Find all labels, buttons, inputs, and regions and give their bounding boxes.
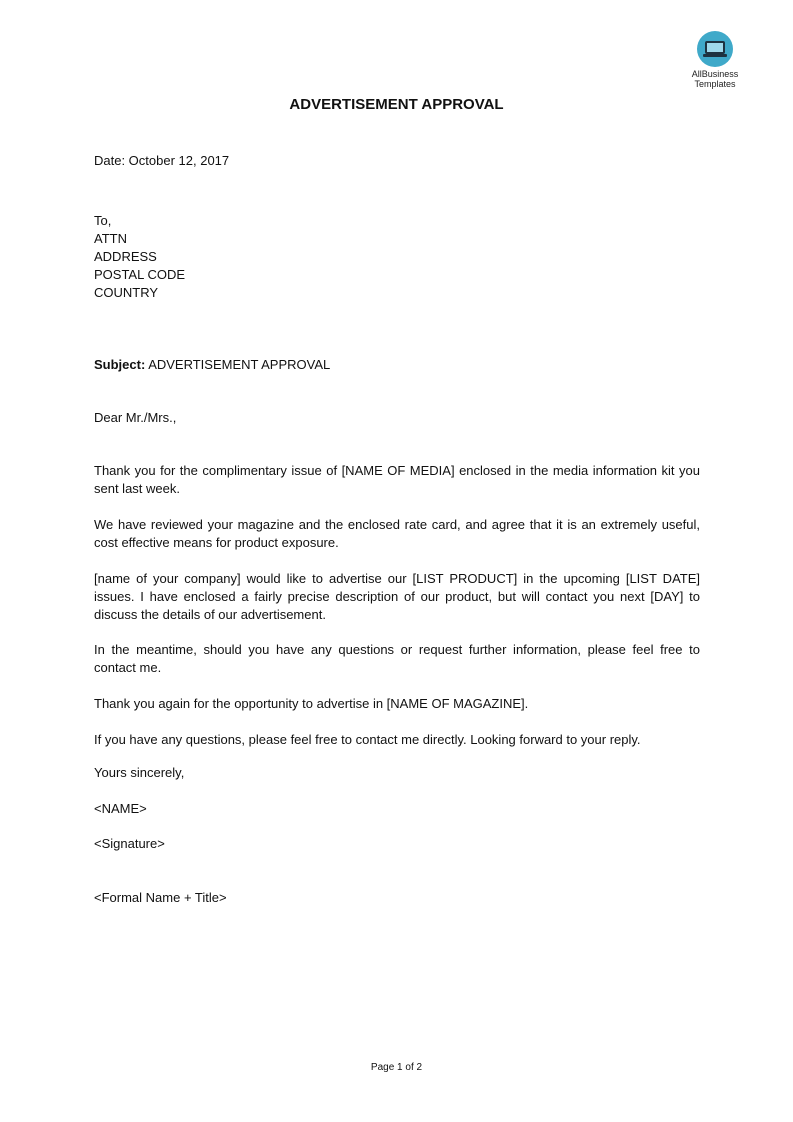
page-number: Page 1 of 2 bbox=[370, 1062, 423, 1073]
body-paragraph-3: [name of your company] would like to advertise our [LIST PRODUCT] in the upcoming [LIST DATE] issues. I have enclosed a fairly precise description of our product, but will contact you next [DAY] to discuss the details of our advertisement. bbox=[94, 571, 700, 622]
signature-placeholder: <Signature> bbox=[94, 836, 165, 851]
subject-label: Subject: bbox=[94, 357, 146, 372]
logo-text bbox=[684, 69, 746, 89]
address-country: COUNTRY bbox=[94, 285, 159, 300]
logo-line-1: AllBusiness bbox=[691, 69, 739, 79]
address-street: ADDRESS bbox=[94, 249, 157, 264]
body-paragraph-5: Thank you again for the opportunity to advertise in [NAME OF MAGAZINE]. bbox=[94, 696, 529, 711]
laptop-icon bbox=[697, 31, 733, 67]
subject-line bbox=[94, 357, 330, 372]
date-line: Date: October 12, 2017 bbox=[94, 153, 230, 168]
subject-text: ADVERTISEMENT APPROVAL bbox=[145, 357, 331, 372]
body-paragraph-6: If you have any questions, please feel free to contact me directly. Looking forward to your reply. bbox=[94, 732, 641, 747]
body-paragraph-2: We have reviewed your magazine and the enclosed rate card, and agree that it is an extremely useful, cost effective means for product exposure. bbox=[94, 517, 700, 550]
formal-name-title: <Formal Name + Title> bbox=[94, 890, 227, 905]
document-title: ADVERTISEMENT APPROVAL bbox=[289, 96, 504, 113]
body-paragraph-4: In the meantime, should you have any questions or request further information, please feel free to contact me. bbox=[94, 642, 700, 675]
address-postal: POSTAL CODE bbox=[94, 267, 186, 282]
closing: Yours sincerely, bbox=[94, 765, 185, 780]
body-paragraph-1: Thank you for the complimentary issue of [NAME OF MEDIA] enclosed in the media information kit you sent last week. bbox=[94, 463, 700, 496]
salutation: Dear Mr./Mrs., bbox=[94, 410, 177, 425]
address-to: To, bbox=[94, 213, 112, 228]
logo-line-2: Templates bbox=[694, 79, 736, 89]
brand-logo bbox=[684, 31, 746, 89]
sender-name: <NAME> bbox=[94, 801, 147, 816]
address-attn: ATTN bbox=[94, 231, 127, 246]
